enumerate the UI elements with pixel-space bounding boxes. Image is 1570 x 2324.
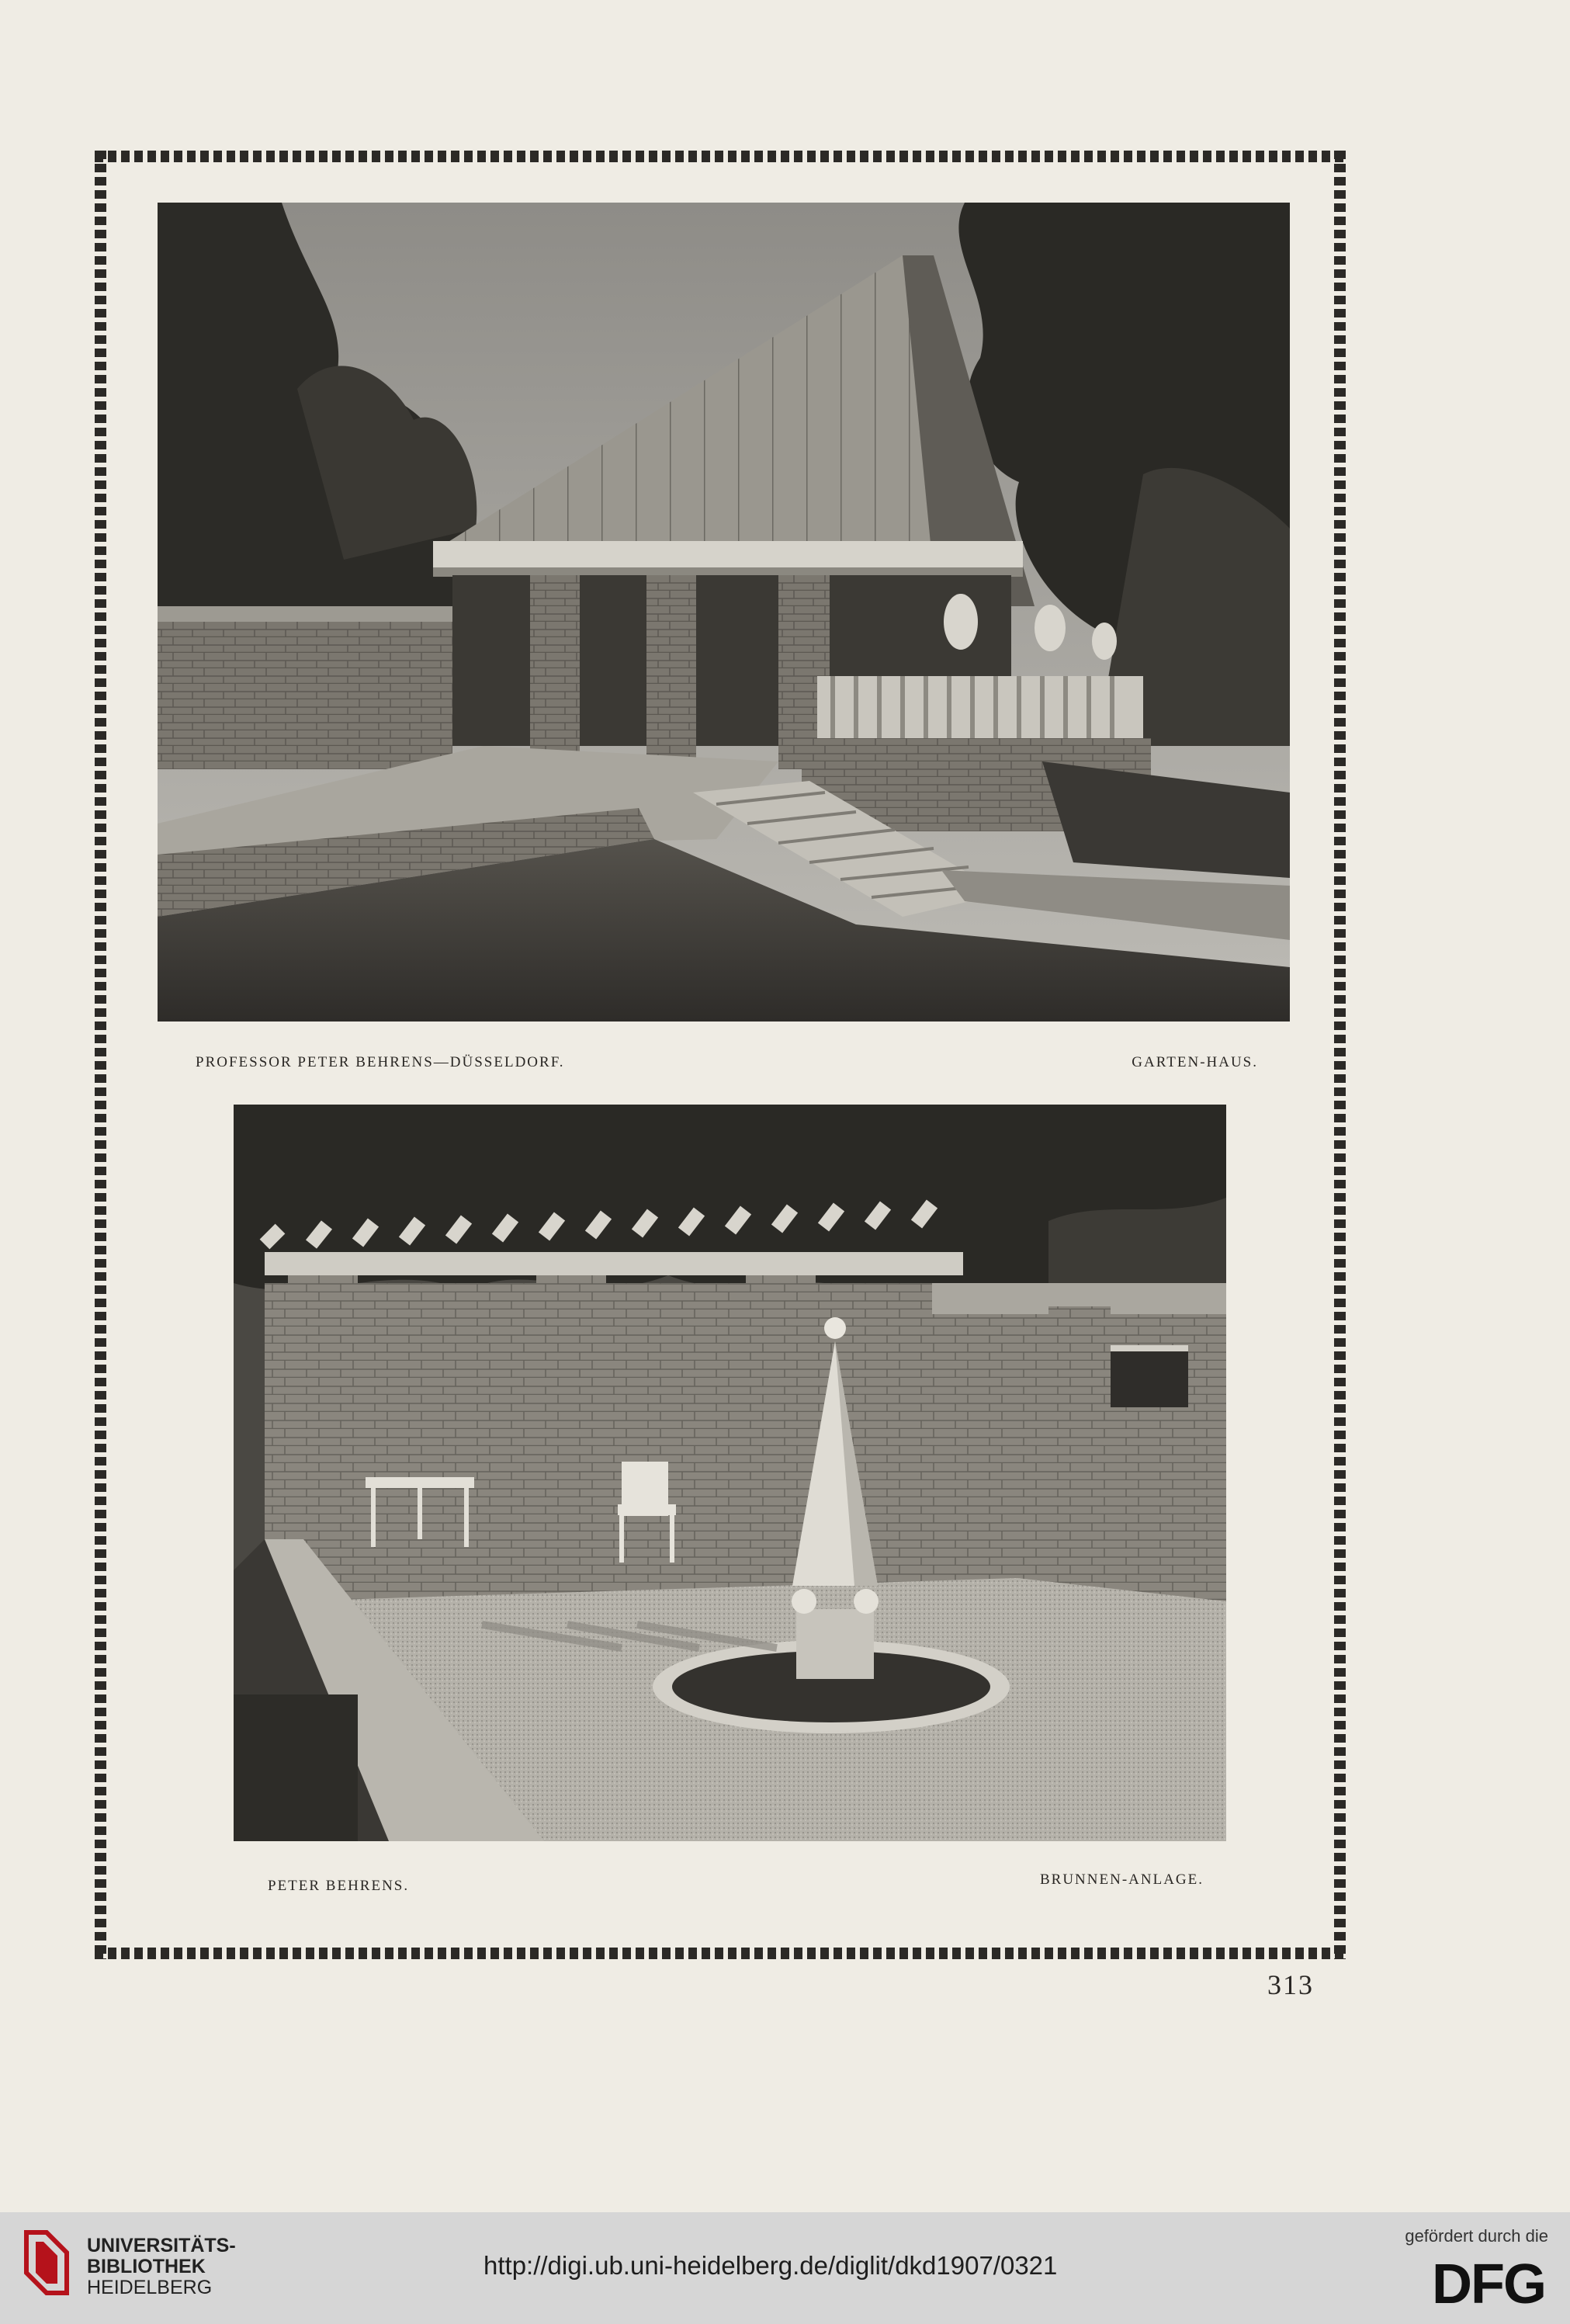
photo2-caption-title: BRUNNEN-ANLAGE.: [1039, 1871, 1204, 1888]
library-name-line1: UNIVERSITÄTS-: [87, 2235, 236, 2256]
border-right: [1334, 151, 1346, 1959]
ub-heidelberg-logo-icon: [20, 2228, 75, 2298]
photo2-caption-author: PETER BEHRENS.: [268, 1878, 410, 1894]
garden-house-photo: [158, 203, 1290, 1022]
library-name-line3: HEIDELBERG: [87, 2277, 213, 2298]
border-left: [95, 151, 106, 1959]
library-name-line2: BIBLIOTHEK: [87, 2256, 206, 2277]
photo1-caption-author: PROFESSOR PETER BEHRENS—DÜSSELDORF.: [196, 1054, 565, 1070]
border-top: [95, 151, 1346, 162]
dfg-logo: DFG: [1432, 2253, 1545, 2315]
fountain-photo: [234, 1105, 1226, 1841]
viewer-footer: [0, 2212, 1570, 2324]
border-bottom: [95, 1948, 1346, 1959]
photo1-caption-title: GARTEN-HAUS.: [1132, 1054, 1258, 1070]
library-name: [87, 2236, 236, 2298]
page-number: 313: [1267, 1969, 1314, 2000]
permalink-url[interactable]: http://digi.ub.uni-heidelberg.de/diglit/dkd1907/0321: [483, 2251, 1058, 2280]
funding-note: gefördert durch die: [1405, 2226, 1548, 2246]
